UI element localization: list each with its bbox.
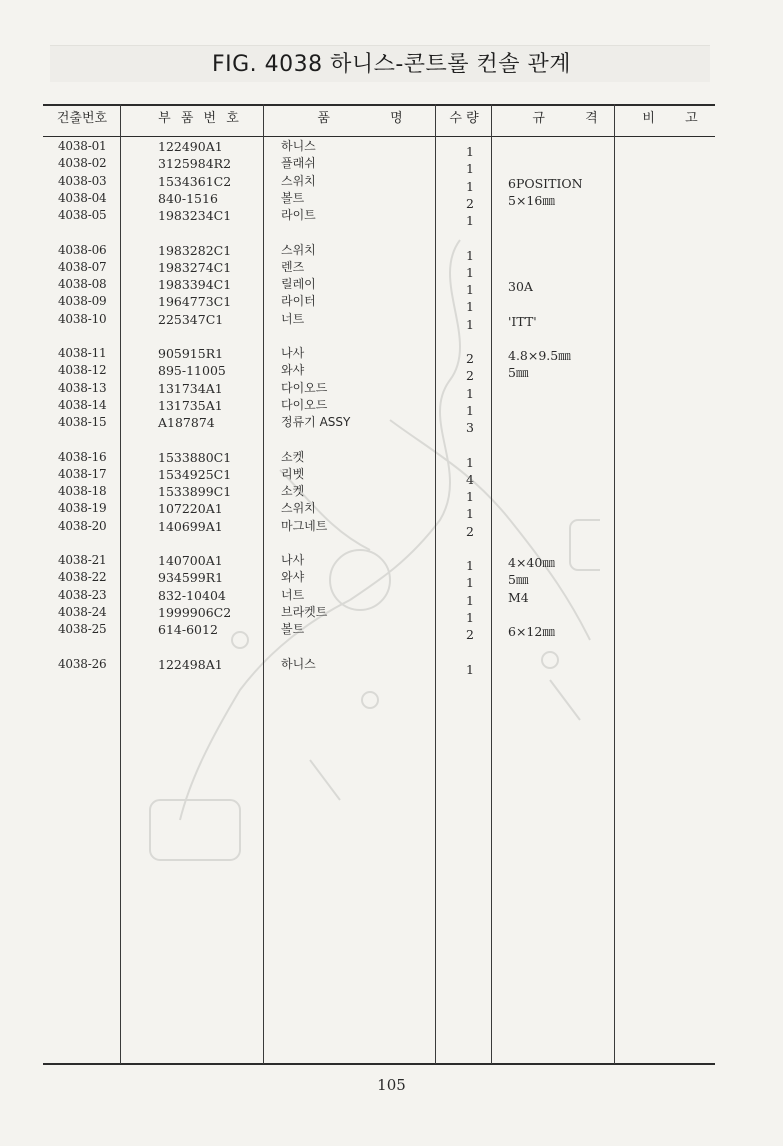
part-name: 다이오드 bbox=[281, 397, 328, 412]
quantity: 2 bbox=[466, 627, 474, 643]
header-quantity: 수 량 bbox=[449, 111, 479, 126]
part-number: 122490A1 bbox=[158, 139, 223, 154]
part-number: 1983282C1 bbox=[158, 242, 232, 258]
quantity: 1 bbox=[466, 489, 474, 505]
column-divider bbox=[491, 104, 492, 1064]
quantity: 1 bbox=[466, 402, 474, 418]
part-name: 라이터 bbox=[281, 294, 316, 309]
part-name: 볼트 bbox=[281, 190, 305, 205]
item-number: 4038-22 bbox=[58, 570, 107, 585]
header-remark: 비 고 bbox=[642, 111, 698, 126]
part-number: 1533880C1 bbox=[158, 449, 232, 465]
part-name: 스위치 bbox=[281, 501, 316, 516]
item-number: 4038-16 bbox=[58, 449, 107, 464]
header-item-no: 건출번호 bbox=[56, 111, 108, 126]
part-number: 1983274C1 bbox=[158, 259, 232, 275]
quantity: 2 bbox=[466, 195, 474, 211]
part-name: 볼트 bbox=[281, 622, 305, 637]
quantity: 1 bbox=[466, 247, 474, 263]
quantity: 1 bbox=[466, 575, 474, 591]
item-number: 4038-10 bbox=[58, 311, 107, 326]
spec: 6×12㎜ bbox=[508, 624, 555, 640]
quantity: 1 bbox=[466, 144, 474, 159]
spec: 4.8×9.5㎜ bbox=[508, 348, 571, 363]
quantity: 2 bbox=[466, 523, 474, 539]
spec: M4 bbox=[508, 589, 529, 605]
part-number: 934599R1 bbox=[158, 570, 224, 586]
part-name: 릴레이 bbox=[281, 277, 316, 292]
quantity: 1 bbox=[466, 385, 474, 401]
quantity: 3 bbox=[466, 420, 474, 436]
item-number: 4038-25 bbox=[58, 622, 107, 637]
quantity: 1 bbox=[466, 316, 474, 332]
part-number: 1534925C1 bbox=[158, 466, 232, 482]
part-name: 소켓 bbox=[281, 449, 305, 464]
part-name: 렌즈 bbox=[281, 259, 305, 274]
quantity: 2 bbox=[466, 351, 474, 366]
quantity: 1 bbox=[466, 161, 474, 177]
part-number: 225347C1 bbox=[158, 311, 224, 327]
quantity: 4 bbox=[466, 471, 474, 487]
part-number: 122498A1 bbox=[158, 656, 223, 672]
item-number: 4038-19 bbox=[58, 501, 107, 516]
column-divider bbox=[614, 104, 615, 1064]
part-number: 840-1516 bbox=[158, 190, 218, 206]
quantity: 1 bbox=[466, 592, 474, 608]
item-number: 4038-07 bbox=[58, 259, 107, 274]
item-number: 4038-18 bbox=[58, 484, 107, 499]
item-number: 4038-24 bbox=[58, 604, 107, 619]
part-name: 와샤 bbox=[281, 363, 305, 378]
part-name: 하니스 bbox=[281, 139, 316, 153]
quantity: 1 bbox=[466, 661, 474, 677]
part-name: 마그네트 bbox=[281, 518, 328, 533]
spec: 5㎜ bbox=[508, 365, 529, 381]
quantity: 1 bbox=[466, 454, 474, 470]
item-number: 4038-08 bbox=[58, 277, 107, 292]
part-name: 리벳 bbox=[281, 466, 305, 481]
part-number: 131734A1 bbox=[158, 380, 223, 396]
header-part-no: 부 품 번 호 bbox=[158, 111, 242, 126]
part-name: 하니스 bbox=[281, 656, 316, 671]
header-part-name: 품 명 bbox=[317, 111, 403, 126]
item-number: 4038-11 bbox=[58, 346, 107, 360]
spec: 5×16㎜ bbox=[508, 192, 555, 208]
part-number: 1964773C1 bbox=[158, 294, 232, 310]
quantity: 1 bbox=[466, 178, 474, 194]
part-number: 140699A1 bbox=[158, 518, 223, 534]
quantity: 1 bbox=[466, 213, 474, 229]
part-number: 895-11005 bbox=[158, 363, 226, 379]
part-number: 107220A1 bbox=[158, 501, 223, 517]
part-name: 라이트 bbox=[281, 208, 316, 223]
part-number: 1533899C1 bbox=[158, 484, 232, 500]
quantity: 1 bbox=[466, 506, 474, 522]
part-number: 1983234C1 bbox=[158, 208, 232, 224]
quantity: 2 bbox=[466, 368, 474, 384]
spec: 'ITT' bbox=[508, 313, 537, 329]
item-number: 4038-26 bbox=[58, 656, 107, 671]
quantity: 1 bbox=[466, 558, 474, 573]
item-number: 4038-20 bbox=[58, 518, 107, 533]
spec: 5㎜ bbox=[508, 572, 529, 588]
part-number: 131735A1 bbox=[158, 397, 223, 413]
quantity: 1 bbox=[466, 299, 474, 315]
column-divider bbox=[435, 104, 436, 1064]
part-name: 너트 bbox=[281, 311, 305, 326]
item-number: 4038-03 bbox=[58, 173, 107, 188]
part-number: 140700A1 bbox=[158, 553, 223, 568]
spec: 4×40㎜ bbox=[508, 555, 555, 570]
quantity: 1 bbox=[466, 282, 474, 298]
part-name: 다이오드 bbox=[281, 380, 328, 395]
item-number: 4038-02 bbox=[58, 156, 107, 171]
item-number: 4038-06 bbox=[58, 242, 107, 257]
item-number: 4038-09 bbox=[58, 294, 107, 309]
part-name: 나사 bbox=[281, 346, 305, 360]
header-spec: 규 격 bbox=[532, 111, 598, 126]
item-number: 4038-14 bbox=[58, 397, 107, 412]
part-name: 플래쉬 bbox=[281, 156, 316, 171]
item-number: 4038-23 bbox=[58, 587, 107, 602]
spec: 6POSITION bbox=[508, 175, 583, 191]
column-divider bbox=[263, 104, 264, 1064]
part-name: 나사 bbox=[281, 553, 305, 567]
part-number: 832-10404 bbox=[158, 587, 226, 603]
item-number: 4038-04 bbox=[58, 190, 107, 205]
part-number: 1534361C2 bbox=[158, 173, 232, 189]
part-name: 너트 bbox=[281, 587, 305, 602]
column-divider bbox=[120, 104, 121, 1064]
part-number: 905915R1 bbox=[158, 346, 224, 361]
part-number: A187874 bbox=[158, 415, 215, 431]
part-number: 614-6012 bbox=[158, 622, 218, 638]
quantity: 1 bbox=[466, 609, 474, 625]
part-name: 와샤 bbox=[281, 570, 305, 585]
part-number: 1999906C2 bbox=[158, 604, 232, 620]
part-name: 소켓 bbox=[281, 484, 305, 499]
item-number: 4038-01 bbox=[58, 139, 107, 153]
quantity: 1 bbox=[466, 264, 474, 280]
part-number: 3125984R2 bbox=[158, 156, 232, 172]
part-name: 정류기 ASSY bbox=[281, 415, 351, 430]
item-number: 4038-12 bbox=[58, 363, 107, 378]
page-number: 105 bbox=[377, 1076, 406, 1094]
page-title: FIG. 4038 하니스-콘트롤 컨솔 관계 bbox=[211, 52, 572, 77]
item-number: 4038-15 bbox=[58, 415, 107, 430]
spec: 30A bbox=[508, 279, 533, 295]
part-number: 1983394C1 bbox=[158, 277, 232, 293]
item-number: 4038-05 bbox=[58, 208, 107, 223]
item-number: 4038-13 bbox=[58, 380, 107, 395]
part-name: 스위치 bbox=[281, 242, 316, 257]
item-number: 4038-21 bbox=[58, 553, 107, 567]
part-name: 브라켓트 bbox=[281, 604, 328, 619]
item-number: 4038-17 bbox=[58, 466, 107, 481]
part-name: 스위치 bbox=[281, 173, 316, 188]
